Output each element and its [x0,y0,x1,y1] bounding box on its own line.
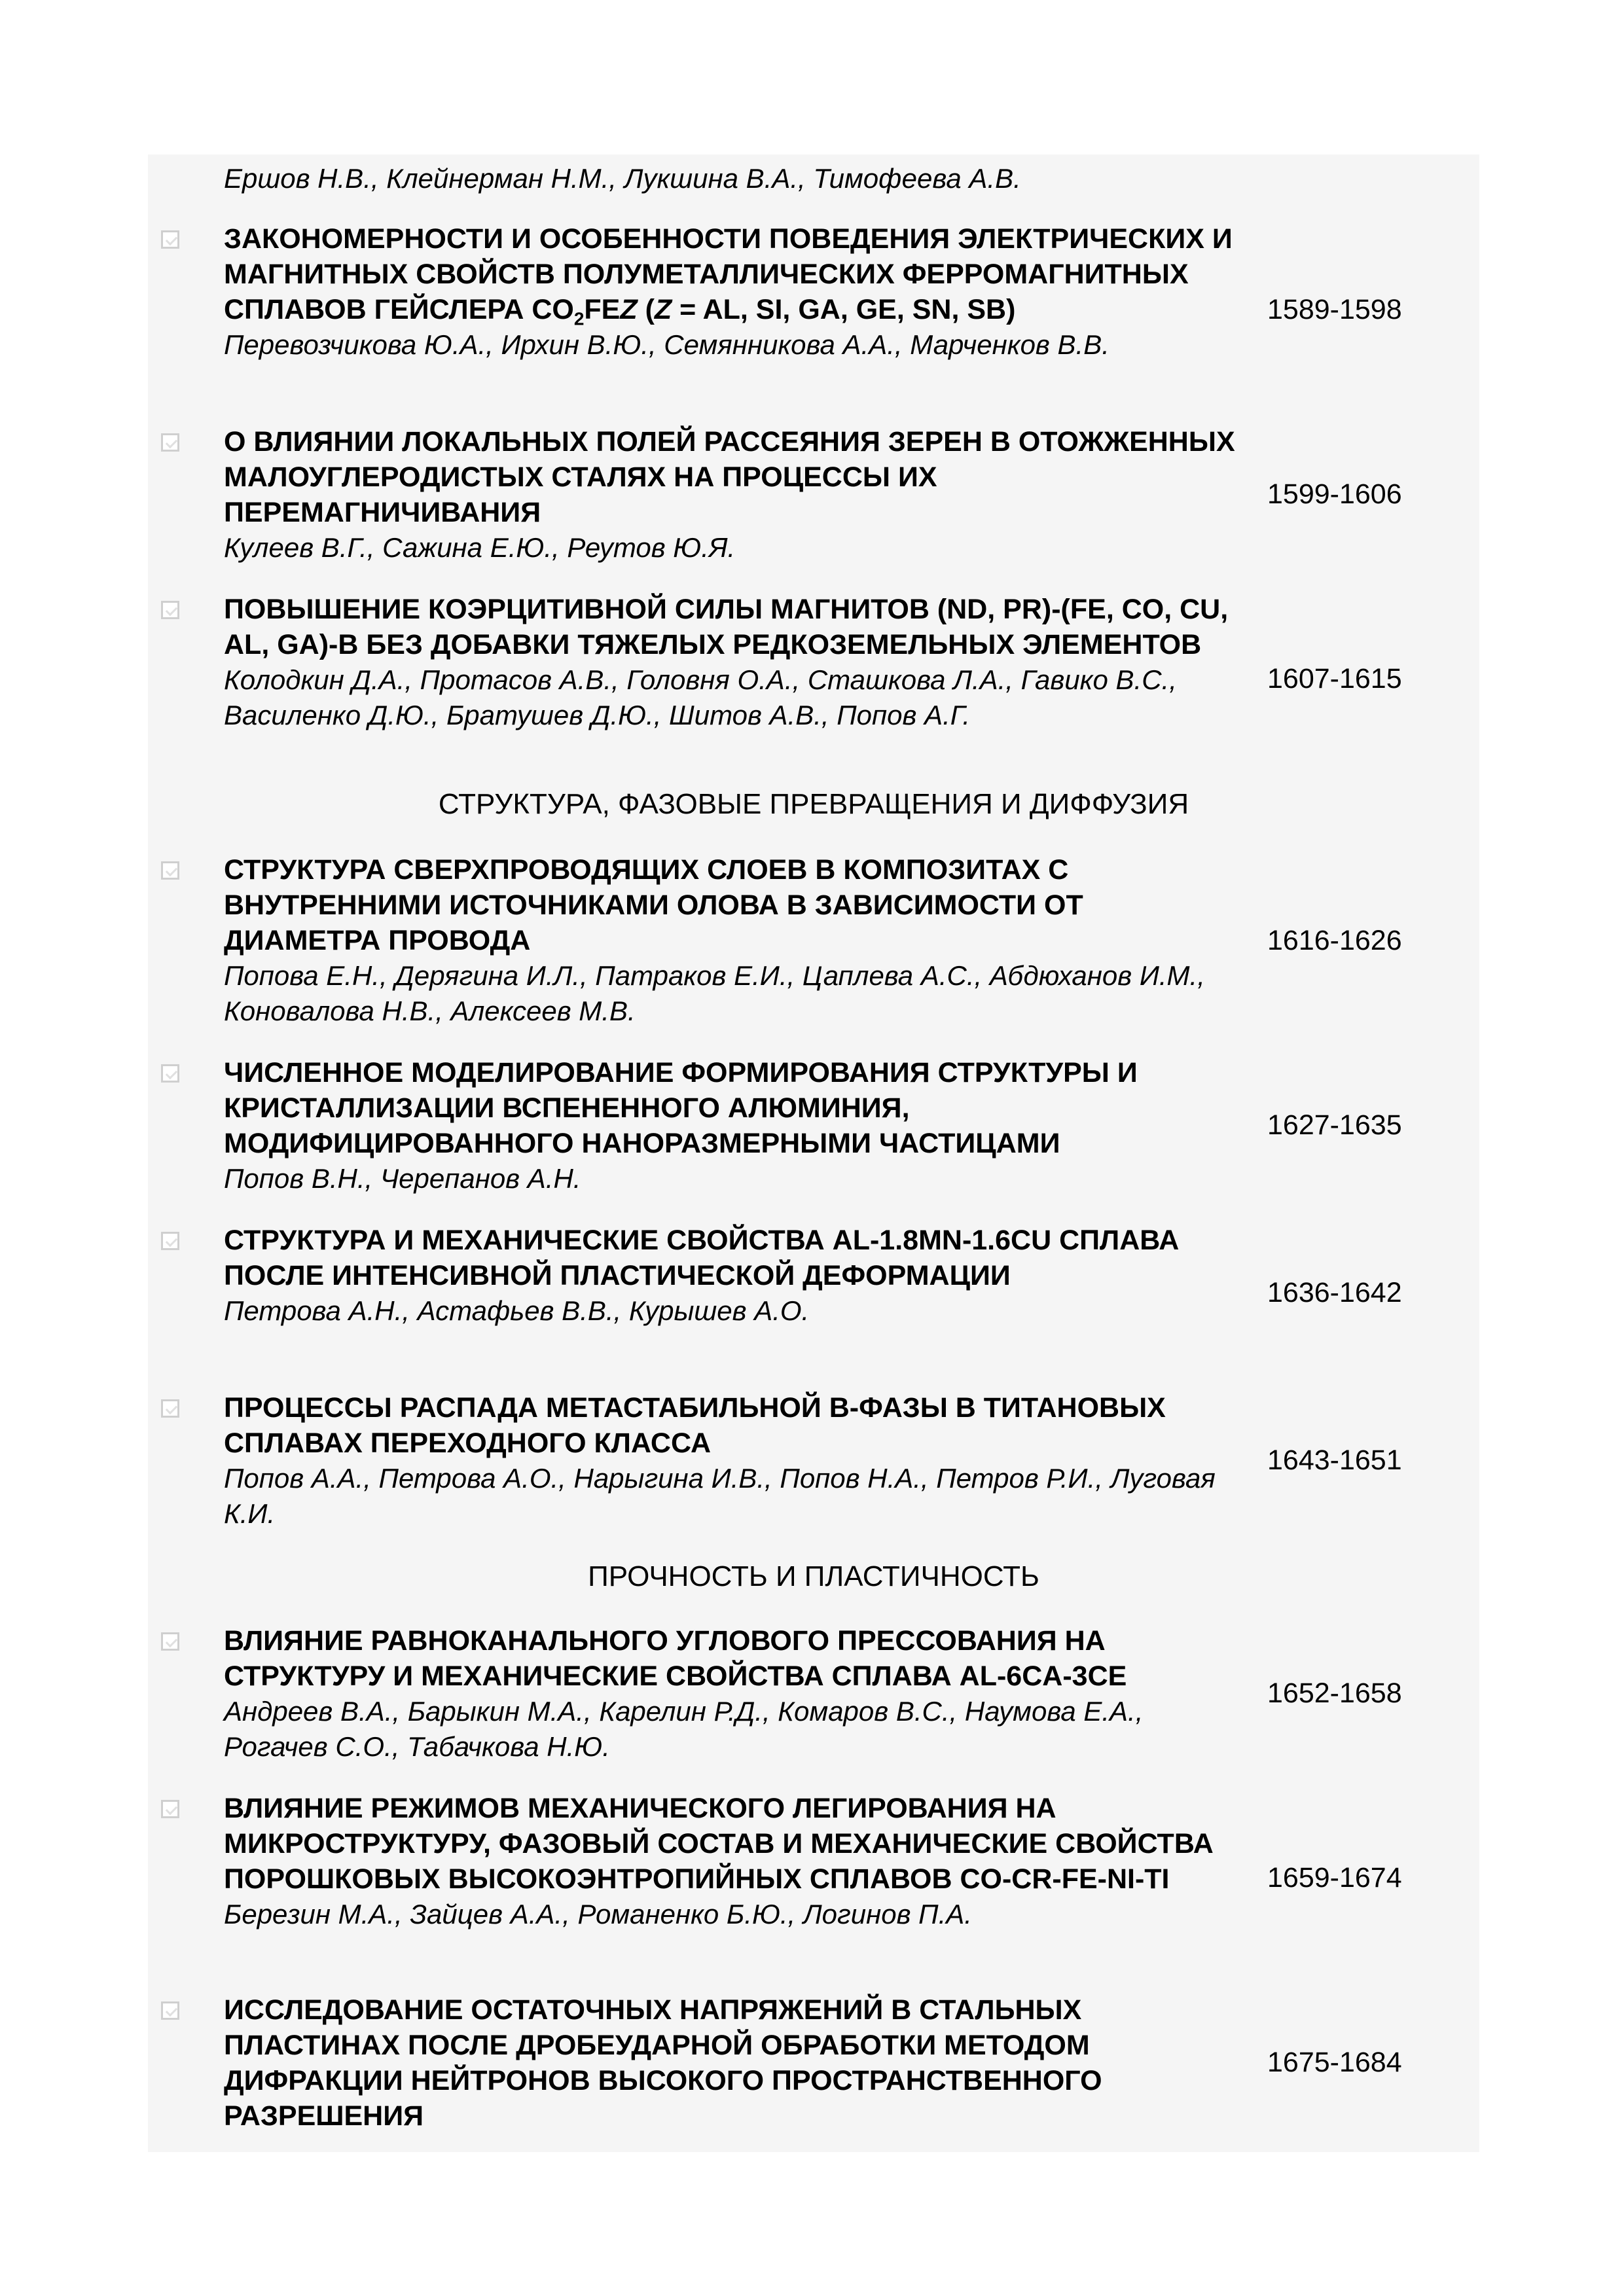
article-authors: Березин М.А., Зайцев А.А., Романенко Б.Ю., Логинов П.А. [224,1899,972,1929]
section-heading: ПРОЧНОСТЬ И ПЛАСТИЧНОСТЬ [588,1560,1039,1592]
section-heading: СТРУКТУРА, ФАЗОВЫЕ ПРЕВРАЩЕНИЯ И ДИФФУЗИЯ [438,788,1189,820]
page-range: 1675-1684 [1267,2047,1402,2078]
select-checkbox[interactable] [161,1064,179,1083]
article-title[interactable]: ЧИСЛЕННОЕ МОДЕЛИРОВАНИЕ ФОРМИРОВАНИЯ СТРУКТУРЫ И КРИСТАЛЛИЗАЦИИ ВСПЕНЕННОГО АЛЮМИНИЯ, МОДИФИЦИРОВАННОГО НАНОРАЗМЕРНЫМИ ЧАСТИЦАМИ [224,1057,1138,1159]
select-checkbox[interactable] [161,601,179,619]
page-range: 1616-1626 [1267,925,1402,956]
select-checkbox[interactable] [161,1232,179,1250]
select-checkbox[interactable] [161,1632,179,1651]
select-checkbox[interactable] [161,1399,179,1418]
article-authors: Андреев В.А., Барыкин М.А., Карелин Р.Д., Комаров В.С., Наумова Е.А., Рогачев С.О., Табачкова Н.Ю. [224,1696,1144,1762]
article-title[interactable]: ИССЛЕДОВАНИЕ ОСТАТОЧНЫХ НАПРЯЖЕНИЙ В СТАЛЬНЫХ ПЛАСТИНАХ ПОСЛЕ ДРОБЕУДАРНОЙ ОБРАБОТКИ МЕТОДОМ ДИФРАКЦИИ НЕЙТРОНОВ ВЫСОКОГО ПРОСТРАНСТВЕННОГО РАЗРЕШЕНИЯ [224,1994,1102,2132]
article-title[interactable]: ЗАКОНОМЕРНОСТИ И ОСОБЕННОСТИ ПОВЕДЕНИЯ ЭЛЕКТРИЧЕСКИХ И МАГНИТНЫХ СВОЙСТВ ПОЛУМЕТАЛЛИЧЕСКИХ ФЕРРОМАГНИТНЫХ СПЛАВОВ ГЕЙСЛЕРА $CO_2FEZ$ (Z = AL, SI, GA, GE, SN, SB) [224,223,1233,329]
article-authors: Кулеев В.Г., Сажина Е.Ю., Реутов Ю.Я. [224,532,736,563]
article-authors: Колодкин Д.А., Протасов А.В., Головня О.А., Сташкова Л.А., Гавико В.С., Василенко Д.Ю., Братушев Д.Ю., Шитов А.В., Попов А.Г. [224,664,1177,730]
article-title[interactable]: ВЛИЯНИЕ РАВНОКАНАЛЬНОГО УГЛОВОГО ПРЕССОВАНИЯ НА СТРУКТУРУ И МЕХАНИЧЕСКИЕ СВОЙСТВА СПЛАВА AL-6CA-3CE [224,1625,1127,1692]
entry-authors: Ершов Н.В., Клейнерман Н.М., Лукшина В.А., Тимофеева А.В. [224,163,1021,194]
article-title[interactable]: ВЛИЯНИЕ РЕЖИМОВ МЕХАНИЧЕСКОГО ЛЕГИРОВАНИЯ НА МИКРОСТРУКТУРУ, ФАЗОВЫЙ СОСТАВ И МЕХАНИЧЕСКИЕ СВОЙСТВА ПОРОШКОВЫХ ВЫСОКОЭНТРОПИЙНЫХ СПЛАВОВ CO-CR-FE-NI-TI [224,1793,1214,1895]
article-title[interactable]: ПОВЫШЕНИЕ КОЭРЦИТИВНОЙ СИЛЫ МАГНИТОВ (ND, PR)-(FE, CO, CU, AL, GA)-B БЕЗ ДОБАВКИ ТЯЖЕЛЫХ РЕДКОЗЕМЕЛЬНЫХ ЭЛЕМЕНТОВ [224,594,1229,660]
article-title[interactable]: О ВЛИЯНИИ ЛОКАЛЬНЫХ ПОЛЕЙ РАССЕЯНИЯ ЗЕРЕН В ОТОЖЖЕННЫХ МАЛОУГЛЕРОДИСТЫХ СТАЛЯХ НА ПРОЦЕССЫ ИХ ПЕРЕМАГНИЧИВАНИЯ [224,426,1235,528]
select-checkbox[interactable] [161,861,179,880]
page-range: 1643-1651 [1267,1444,1402,1476]
page-range: 1599-1606 [1267,478,1402,510]
select-checkbox[interactable] [161,2001,179,2020]
select-checkbox[interactable] [161,1800,179,1818]
article-authors: Попов В.Н., Черепанов А.Н. [224,1163,581,1194]
select-checkbox[interactable] [161,230,179,249]
page-range: 1589-1598 [1267,294,1402,325]
article-title[interactable]: СТРУКТУРА И МЕХАНИЧЕСКИЕ СВОЙСТВА AL-1.8MN-1.6CU СПЛАВА ПОСЛЕ ИНТЕНСИВНОЙ ПЛАСТИЧЕСКОЙ ДЕФОРМАЦИИ [224,1225,1180,1291]
article-authors: Попов А.А., Петрова А.О., Нарыгина И.В., Попов Н.А., Петров Р.И., Луговая К.И. [224,1463,1216,1529]
page-range: 1607-1615 [1267,663,1402,694]
article-title[interactable]: ПРОЦЕССЫ РАСПАДА МЕТАСТАБИЛЬНОЙ Β-ФАЗЫ В ТИТАНОВЫХ СПЛАВАХ ПЕРЕХОДНОГО КЛАССА [224,1392,1166,1459]
article-authors: Петрова А.Н., Астафьев В.В., Курышев А.О. [224,1295,810,1326]
page-range: 1627-1635 [1267,1109,1402,1141]
article-authors: Попова Е.Н., Дерягина И.Л., Патраков Е.И., Цаплева А.С., Абдюханов И.М., Коновалова Н.В., Алексеев М.В. [224,960,1205,1026]
page-range: 1636-1642 [1267,1277,1402,1308]
article-title[interactable]: СТРУКТУРА СВЕРХПРОВОДЯЩИХ СЛОЕВ В КОМПОЗИТАХ С ВНУТРЕННИМИ ИСТОЧНИКАМИ ОЛОВА В ЗАВИСИМОСТИ ОТ ДИАМЕТРА ПРОВОДА [224,854,1083,956]
page-range: 1659-1674 [1267,1862,1402,1893]
page-range: 1652-1658 [1267,1677,1402,1709]
select-checkbox[interactable] [161,433,179,452]
contents-panel [148,154,1479,2152]
article-authors: Перевозчикова Ю.А., Ирхин В.Ю., Семянникова А.А., Марченков В.В. [224,329,1110,360]
